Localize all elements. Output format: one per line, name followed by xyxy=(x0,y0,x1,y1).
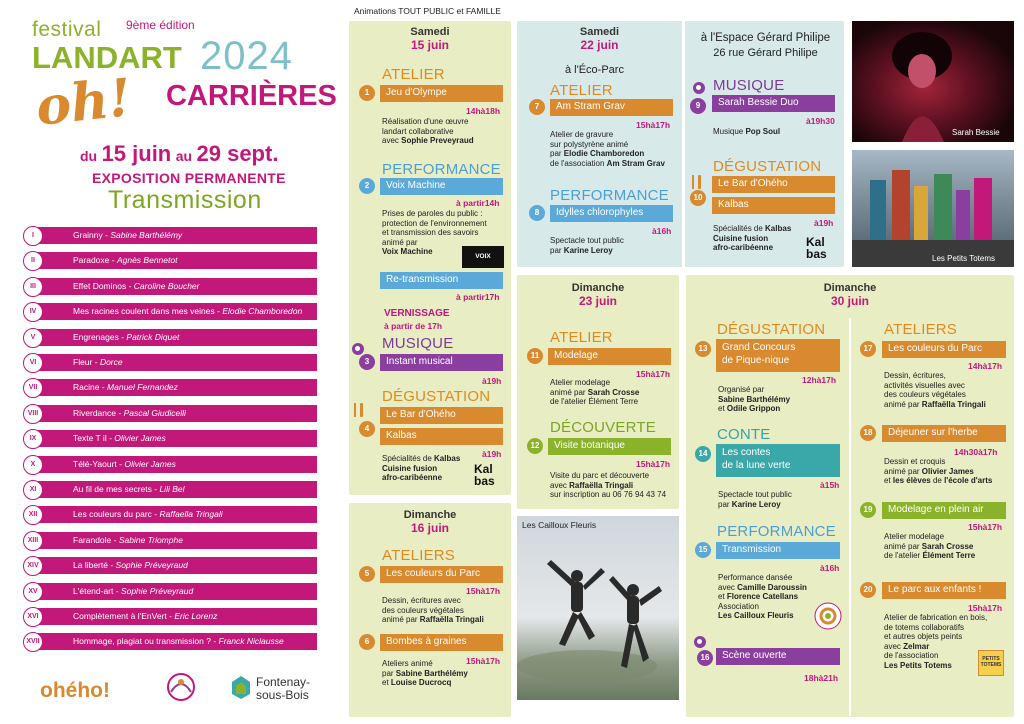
event-9-time: à19h30 xyxy=(806,116,835,126)
event-4-title2: Kalbas xyxy=(380,428,503,445)
event-18-time: 14h30à17h xyxy=(954,447,998,457)
event-2-time: à partir14h xyxy=(456,198,500,208)
espace-address: 26 rue Gérard Philipe xyxy=(713,47,818,59)
sat22-cat-performance: PERFORMANCE xyxy=(550,187,669,204)
artwork-artist: Patrick Diquet xyxy=(126,331,180,342)
artwork-artist: Elodie Chamboredon xyxy=(222,306,303,317)
event-20-time: 15hà17h xyxy=(968,603,1003,613)
music-note-icon xyxy=(694,636,706,648)
artwork-row xyxy=(33,252,317,269)
sat15-cat-degustation: DÉGUSTATION xyxy=(382,388,491,405)
event-13-time: 12hà17h xyxy=(802,375,837,385)
event-4-desc: Spécialités de Kalbas Cuisine fusion afro-caribéenne xyxy=(382,454,461,483)
artwork-number: XVII xyxy=(23,632,43,652)
artwork-artist: Sophie Préveyraud xyxy=(115,560,188,571)
start-date: 15 juin xyxy=(101,141,172,166)
event-1-number: 1 xyxy=(359,85,375,101)
artwork-title: Grainny xyxy=(73,230,103,240)
event-12-number: 12 xyxy=(527,438,543,454)
artwork-number: VII xyxy=(23,378,43,398)
event-19-desc: Atelier modelage animé par Sarah Crosse de l'atelier Élément Terre xyxy=(884,532,976,561)
sat15-header: Samedi 15 juin xyxy=(410,26,450,52)
event-7-desc: Atelier de gravure sur polystyrène animé par Elodie Chamboredon de l'association Am Stram Grav xyxy=(550,130,665,168)
artwork-title: Télé-Yaourt xyxy=(73,458,117,469)
artwork-artist: Agnès Bennetot xyxy=(116,255,178,266)
event-16-time: 18hà21h xyxy=(804,673,839,683)
event-19-number: 19 xyxy=(860,502,876,518)
sarah-bessie-photo xyxy=(852,21,1014,142)
artwork-title: L'étend-art xyxy=(73,585,114,596)
event-1-desc: Réalisation d'une œuvre landart collaborative avec Sophie Preveyraud xyxy=(382,117,474,146)
event-5-time: 15hà17h xyxy=(466,586,501,596)
event-18-desc: Dessin et croquis animé par Olivier James et les élèves de l'école d'arts xyxy=(884,457,993,486)
artwork-artist: Olivier James xyxy=(114,433,166,444)
sat15-cat-performance: PERFORMANCE xyxy=(382,161,501,178)
artwork-title: Paradoxe xyxy=(73,255,110,266)
dancers-photo xyxy=(517,516,679,700)
artwork-separator: - xyxy=(107,560,116,571)
petits-totems-photo xyxy=(852,150,1014,267)
artwork-number: XIII xyxy=(23,531,43,551)
sun23-cat-atelier: ATELIER xyxy=(550,329,613,346)
artwork-row xyxy=(28,379,317,396)
artwork-row xyxy=(27,532,317,549)
artwork-separator: - xyxy=(92,357,100,367)
event-10-title: Le Bar d'Ohého xyxy=(712,176,835,193)
artwork-number: V xyxy=(23,328,43,348)
event-19-time: 15hà17h xyxy=(968,522,1003,532)
espace-cat-degustation: DÉGUSTATION xyxy=(713,158,822,175)
music-note-icon xyxy=(352,343,364,355)
artwork-separator: - xyxy=(151,509,160,520)
sun23-cat-decouverte: DÉCOUVERTE xyxy=(550,419,656,436)
event-17-title: Les couleurs du Parc xyxy=(882,341,1006,358)
artwork-row xyxy=(30,329,317,346)
event-10-title2: Kalbas xyxy=(712,197,835,214)
vernissage-label: VERNISSAGE xyxy=(384,308,450,319)
event-15-title: Transmission xyxy=(716,542,840,559)
exposition-label: EXPOSITION PERMANENTE xyxy=(92,170,286,186)
artwork-row xyxy=(30,278,317,295)
event-9-number: 9 xyxy=(690,98,706,114)
artwork-separator: - xyxy=(99,382,108,393)
artwork-number: VIII xyxy=(23,404,43,424)
artwork-artist: Manuel Fernandez xyxy=(107,382,178,393)
event-8-desc: Spectacle tout public par Karine Leroy xyxy=(550,236,624,255)
event-12-desc: Visite du parc et découverte avec Raffaëlla Tringali sur inscription au 06 76 94 43 74 xyxy=(550,471,667,500)
event-14-desc: Spectacle tout public par Karine Leroy xyxy=(718,490,792,509)
event-18-title: Déjeuner sur l'herbe xyxy=(882,425,1006,442)
sun30-cat-performance: PERFORMANCE xyxy=(717,523,836,540)
sat22-header: Samedi 22 juin xyxy=(579,26,620,52)
artwork-title: Fleur xyxy=(73,357,93,367)
artwork-number: IV xyxy=(23,302,43,322)
espace-cat-musique: MUSIQUE xyxy=(713,77,785,94)
artwork-title: Texte T il xyxy=(73,433,107,444)
event-15-time: à16h xyxy=(820,563,840,573)
event-4-time: à19h xyxy=(482,449,502,459)
event-2b-title: Re-transmission xyxy=(380,272,503,289)
artwork-number: XIV xyxy=(23,556,43,576)
artwork-artist: Dorce xyxy=(99,357,123,367)
sarah-bessie-caption: Sarah Bessie xyxy=(952,128,1000,137)
event-5-title: Les couleurs du Parc xyxy=(380,566,503,583)
artwork-artist: Sophie Préveyraud xyxy=(120,585,194,596)
artwork-row xyxy=(33,227,317,244)
artwork-title: Effet Dominos xyxy=(73,280,127,291)
sat22-place: à l'Éco-Parc xyxy=(565,64,624,76)
artwork-separator: - xyxy=(210,636,219,647)
artwork-artist: Olivier James xyxy=(124,458,176,469)
artwork-separator: - xyxy=(109,255,117,266)
event-1-time: 14hà18h xyxy=(466,106,501,116)
artwork-row xyxy=(27,557,317,574)
artwork-number: XI xyxy=(23,480,43,500)
artwork-artist: Sabine Barthélémy xyxy=(110,230,183,240)
artwork-number: XII xyxy=(23,505,43,525)
kalbas-logo: Kal bas xyxy=(474,462,495,488)
event-11-title: Modelage xyxy=(548,348,671,365)
artwork-row xyxy=(27,608,317,625)
event-14-title-box: Les contes de la lune verte xyxy=(716,444,840,477)
event-14-time: à15h xyxy=(820,480,840,490)
artwork-row xyxy=(27,405,317,422)
event-7-time: 15hà17h xyxy=(636,120,671,130)
artwork-separator: - xyxy=(102,230,111,240)
artwork-separator: - xyxy=(214,306,223,317)
petits-totems-caption: Les Petits Totems xyxy=(932,254,995,263)
artwork-title: Engrenages xyxy=(73,331,119,342)
music-note-icon xyxy=(693,82,705,94)
event-15-number: 15 xyxy=(695,542,711,558)
kalbas-logo: Kal bas xyxy=(806,235,827,261)
artwork-separator: - xyxy=(106,433,115,444)
sun16-cat-ateliers: ATELIERS xyxy=(382,547,456,564)
event-12-title: Visite botanique xyxy=(548,438,671,455)
artwork-title: Mes racines coulent dans mes veines xyxy=(73,306,215,317)
event-20-title: Le parc aux enfants ! xyxy=(882,582,1006,599)
artwork-number: III xyxy=(23,277,43,297)
event-17-desc: Dessin, écritures, activités visuelles avec des couleurs végétales animé par Raffaëlla Tringali xyxy=(884,371,986,409)
sat22-cat-atelier: ATELIER xyxy=(550,82,613,99)
artwork-row xyxy=(26,633,317,650)
artwork-separator: - xyxy=(113,585,121,596)
artwork-number: XVI xyxy=(23,607,43,627)
end-date: 29 sept. xyxy=(196,141,279,166)
event-6-title: Bombes à graines xyxy=(380,634,503,651)
landart-label: LANDART xyxy=(32,40,182,75)
artwork-row xyxy=(28,506,317,523)
event-17-time: 14hà17h xyxy=(968,361,1003,371)
artwork-number: XV xyxy=(23,582,43,602)
event-8-number: 8 xyxy=(529,205,545,221)
event-3-number: 3 xyxy=(359,354,375,370)
artwork-row xyxy=(30,456,317,473)
artwork-artist: Eric Lorenz xyxy=(174,611,218,621)
event-13-title-box: Grand Concours de Pique-nique xyxy=(716,339,840,372)
date-range xyxy=(80,141,278,167)
event-16-number: 16 xyxy=(697,650,713,666)
artwork-title: Hommage, plagiat ou transmission ? xyxy=(73,636,211,647)
artwork-separator: - xyxy=(111,534,119,545)
sat15-cat-atelier: ATELIER xyxy=(382,66,445,83)
artwork-separator: - xyxy=(118,331,127,342)
au-label: au xyxy=(175,148,193,164)
event-8-time: à16h xyxy=(652,226,672,236)
artwork-separator: - xyxy=(126,280,134,291)
sun16-header: Dimanche 16 juin xyxy=(403,509,457,535)
artwork-artist: Raffaella Tringali xyxy=(159,509,223,520)
event-2-desc: Prises de paroles du public : protection de l'environnement et transmission des savoirs animé par Voix Machine xyxy=(382,209,487,257)
event-15-desc: Performance dansée avec Camille Daroussin et Florence Catellans Association Les Cailloux Fleuris xyxy=(718,573,807,621)
cailloux-caption: Les Cailloux Fleuris xyxy=(522,520,597,530)
event-11-desc: Atelier modelage animé par Sarah Crosse de l'atelier Élément Terre xyxy=(550,378,640,407)
event-4-title: Le Bar d'Ohého xyxy=(380,407,503,424)
festival-title-block xyxy=(30,14,337,154)
panel-sun-30-divider xyxy=(849,318,851,716)
event-20-number: 20 xyxy=(860,582,876,598)
event-18-number: 18 xyxy=(860,425,876,441)
vernissage-time: à partir de 17h xyxy=(384,321,443,331)
artwork-artist: Lili Bel xyxy=(159,484,185,494)
panel-sat-22-divider xyxy=(682,21,685,267)
year-label: 2024 xyxy=(200,34,293,78)
animations-header: Animations TOUT PUBLIC et FAMILLE xyxy=(354,6,501,16)
artwork-separator: - xyxy=(116,407,124,418)
event-3-title: Instant musical xyxy=(380,354,503,371)
du-label: du xyxy=(80,148,98,164)
event-8-title: Idylles chlorophyles xyxy=(550,205,673,222)
event-7-title: Am Stram Grav xyxy=(550,99,673,116)
dance-logo-icon xyxy=(163,672,199,702)
event-5-desc: Dessin, écritures avec des couleurs végétales animé par Raffaëlla Tringali xyxy=(382,596,484,625)
artwork-title: Complètement à l'EnVert xyxy=(73,611,167,621)
event-5-number: 5 xyxy=(359,566,375,582)
artwork-artist: Sabine Triomphe xyxy=(118,534,183,545)
event-2-title: Voix Machine xyxy=(380,178,503,195)
fork-knife-icon xyxy=(690,174,704,190)
artwork-number: VI xyxy=(23,353,43,373)
fontenay-logo-text: Fontenay- sous-Bois xyxy=(256,675,311,703)
sun30-cat-ateliers: ATELIERS xyxy=(884,321,958,338)
oheho-logo: ohého! xyxy=(40,679,110,702)
edition-label: 9ème édition xyxy=(126,18,195,32)
event-1-title: Jeu d'Olympe xyxy=(380,85,503,102)
sun30-header: Dimanche 30 juin xyxy=(823,282,877,308)
event-9-desc: Musique Pop Soul xyxy=(713,127,781,136)
carrieres-label: CARRIÈRES xyxy=(166,80,337,112)
event-10-time: à19h xyxy=(814,218,834,228)
event-2-number: 2 xyxy=(359,178,375,194)
event-20-desc: Atelier de fabrication en bois, de totems collaboratifs et autres objets peints avec Zelmar de l'association Les Petits Totems xyxy=(884,613,988,670)
theme-label: Transmission xyxy=(108,186,262,214)
event-6-number: 6 xyxy=(359,634,375,650)
event-4-number: 4 xyxy=(359,421,375,437)
fontenay-logo-icon xyxy=(230,674,252,700)
festival-label: festival xyxy=(32,18,102,41)
artwork-row xyxy=(29,303,317,320)
event-10-number: 10 xyxy=(690,190,706,206)
espace-title: à l'Espace Gérard Philipe xyxy=(700,32,831,44)
sat15-cat-musique: MUSIQUE xyxy=(382,335,454,352)
event-19-title: Modelage en plein air xyxy=(882,502,1006,519)
artwork-separator: - xyxy=(116,458,125,469)
artwork-separator: - xyxy=(151,484,160,494)
artwork-number: IX xyxy=(23,429,43,449)
event-9-title: Sarah Bessie Duo xyxy=(712,95,835,112)
event-16-title: Scène ouverte xyxy=(716,648,840,665)
artwork-row xyxy=(29,481,317,498)
artwork-title: Riverdance xyxy=(73,407,116,418)
artwork-row xyxy=(29,430,317,447)
artwork-artist: Franck Niclausse xyxy=(218,636,284,647)
event-2b-time: à partir17h xyxy=(456,292,500,302)
artwork-artist: Pascal Giudicelli xyxy=(123,407,186,418)
artwork-number: I xyxy=(23,226,43,246)
event-3-time: à19h xyxy=(482,376,502,386)
event-6-desc: Ateliers animé par Sabine Barthélémy et Louise Ducrocq xyxy=(382,659,468,688)
sun23-header: Dimanche 23 juin xyxy=(571,282,625,308)
artwork-number: II xyxy=(23,251,43,271)
artwork-title: La liberté xyxy=(73,560,108,571)
event-17-number: 17 xyxy=(860,341,876,357)
sun30-cat-conte: CONTE xyxy=(717,426,771,443)
event-11-number: 11 xyxy=(527,348,543,364)
event-12-time: 15hà17h xyxy=(636,459,671,469)
artwork-title: Farandole xyxy=(73,534,112,545)
sun30-cat-degustation: DÉGUSTATION xyxy=(717,321,826,338)
event-10-desc: Spécialités de Kalbas Cuisine fusion afro-caribéenne xyxy=(713,224,792,253)
artwork-number: X xyxy=(23,455,43,475)
petits-totems-logo: PETITS TOTEMS xyxy=(978,650,1004,676)
artwork-separator: - xyxy=(166,611,175,621)
voix-machine-logo: VOIX xyxy=(462,246,504,268)
event-14-number: 14 xyxy=(695,446,711,462)
artwork-artist: Caroline Boucher xyxy=(133,280,200,291)
event-13-desc: Organisé par Sabine Barthélémy et Odile Grippon xyxy=(718,385,791,414)
artwork-row xyxy=(29,354,317,371)
event-13-number: 13 xyxy=(695,341,711,357)
cailloux-logo-icon xyxy=(814,602,842,630)
event-11-time: 15hà17h xyxy=(636,369,671,379)
artwork-row xyxy=(28,583,317,600)
oh-logo: oh! xyxy=(33,67,135,138)
event-6-time: 15hà17h xyxy=(466,656,501,666)
artwork-title: Racine xyxy=(73,382,100,393)
artwork-title: Au fil de mes secrets xyxy=(73,484,152,494)
event-7-number: 7 xyxy=(529,99,545,115)
fork-knife-icon xyxy=(352,402,366,418)
artwork-title: Les couleurs du parc xyxy=(73,509,152,520)
